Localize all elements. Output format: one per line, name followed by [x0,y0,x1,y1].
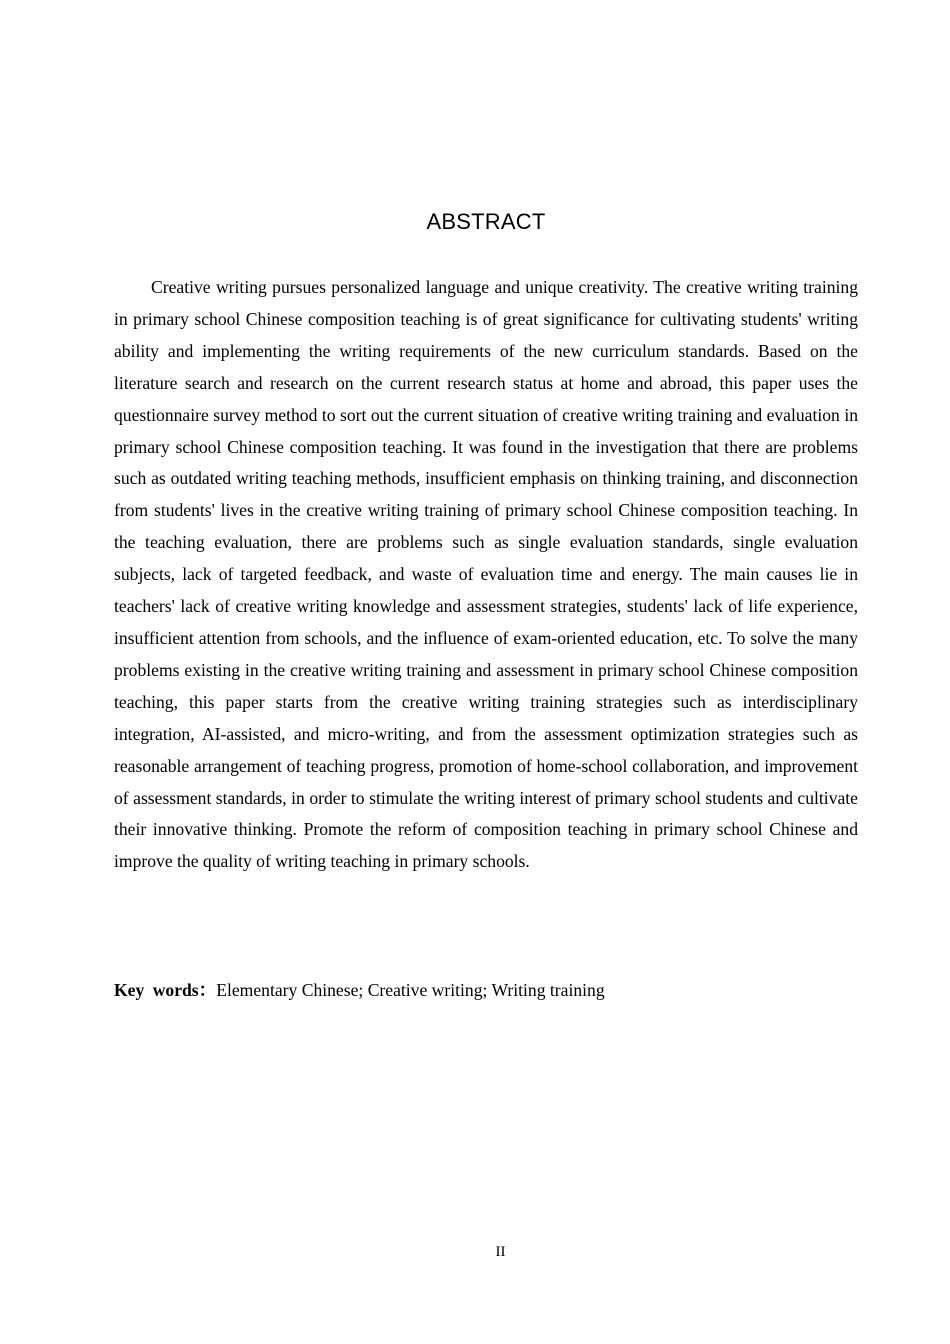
page-number: II [495,1244,506,1260]
keywords-value: Elementary Chinese; Creative writing; Writing training [216,980,605,1000]
abstract-title: ABSTRACT [426,209,546,234]
abstract-paragraph: Creative writing pursues personalized language and unique creativity. The creative writing training in primary school Chinese composition teaching is of great significance for cultivating students' writing ability and implementing the writing requirements of the new curriculum standards. Based on the literature search and research on the current research status at home and abroad, this paper uses the questionnaire survey method to sort out the current situation of creative writing training and evaluation in primary school Chinese composition teaching. It was found in the investigation that there are problems such as outdated writing teaching methods, insufficient emphasis on thinking training, and disconnection from students' lives in the creative writing training of primary school Chinese composition teaching. In the teaching evaluation, there are problems such as single evaluation standards, single evaluation subjects, lack of targeted feedback, and waste of evaluation time and energy. The main causes lie in teachers' lack of creative writing knowledge and assessment strategies, students' lack of life experience, insufficient attention from schools, and the influence of exam-oriented education, etc. To solve the many problems existing in the creative writing training and assessment in primary school Chinese composition teaching, this paper starts from the creative writing training strategies such as interdisciplinary integration, AI-assisted, and micro-writing, and from the assessment optimization strategies such as reasonable arrangement of teaching progress, promotion of home-school collaboration, and improvement of assessment standards, in order to stimulate the writing interest of primary school students and cultivate their innovative thinking. Promote the reform of composition teaching in primary school Chinese and improve the quality of writing teaching in primary schools. [114,277,858,872]
keywords-line [114,974,858,1006]
keywords-label: Key words： [114,980,217,1000]
